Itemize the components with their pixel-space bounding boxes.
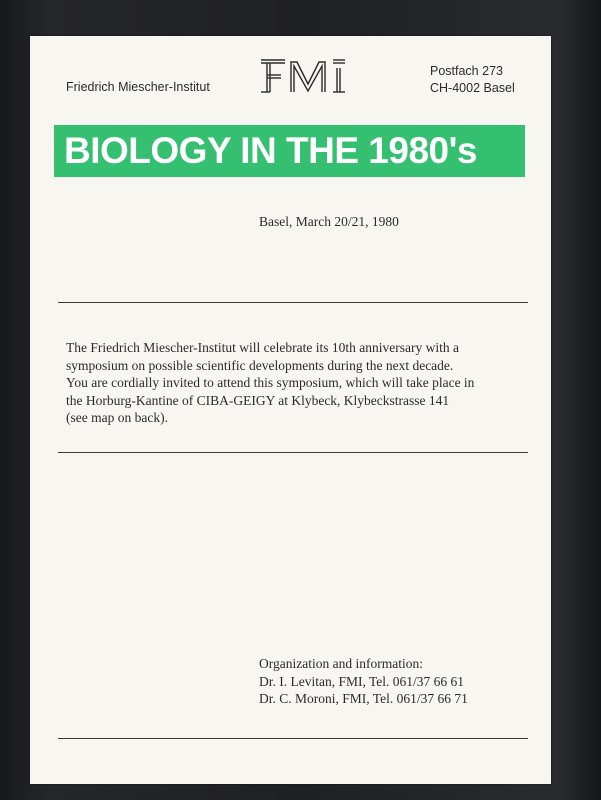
address-line: Postfach 273 <box>430 64 503 78</box>
institute-name: Friedrich Miescher-Institut <box>66 80 210 94</box>
address-line: CH-4002 Basel <box>430 81 515 95</box>
invitation-line: (see map on back). <box>66 410 168 425</box>
contact-info <box>259 655 468 708</box>
divider <box>58 738 528 739</box>
invitation-line: The Friedrich Miescher-Institut will celebrate its 10th anniversary with a <box>66 340 459 355</box>
contact-line: Dr. I. Levitan, FMI, Tel. 061/37 66 61 <box>259 673 465 689</box>
invitation-text <box>66 339 516 427</box>
event-date: Basel, March 20/21, 1980 <box>259 214 399 229</box>
invitation-line: You are cordially invited to attend this symposium, which will take place in <box>66 375 475 390</box>
divider <box>58 302 528 303</box>
fmi-logo <box>259 58 347 94</box>
contact-line: Dr. C. Moroni, FMI, Tel. 061/37 66 71 <box>259 691 468 706</box>
title-banner: BIOLOGY IN THE 1980's <box>54 125 525 177</box>
postal-address <box>430 63 515 97</box>
divider <box>58 452 528 453</box>
invitation-line: symposium on possible scientific developments during the next decade. <box>66 357 454 373</box>
contact-heading: Organization and information: <box>259 656 423 671</box>
logo-text: FMI <box>259 58 261 59</box>
invitation-sheet <box>30 36 551 784</box>
invitation-line: the Horburg-Kantine of CIBA-GEIGY at Klybeck, Klybeckstrasse 141 <box>66 392 450 408</box>
